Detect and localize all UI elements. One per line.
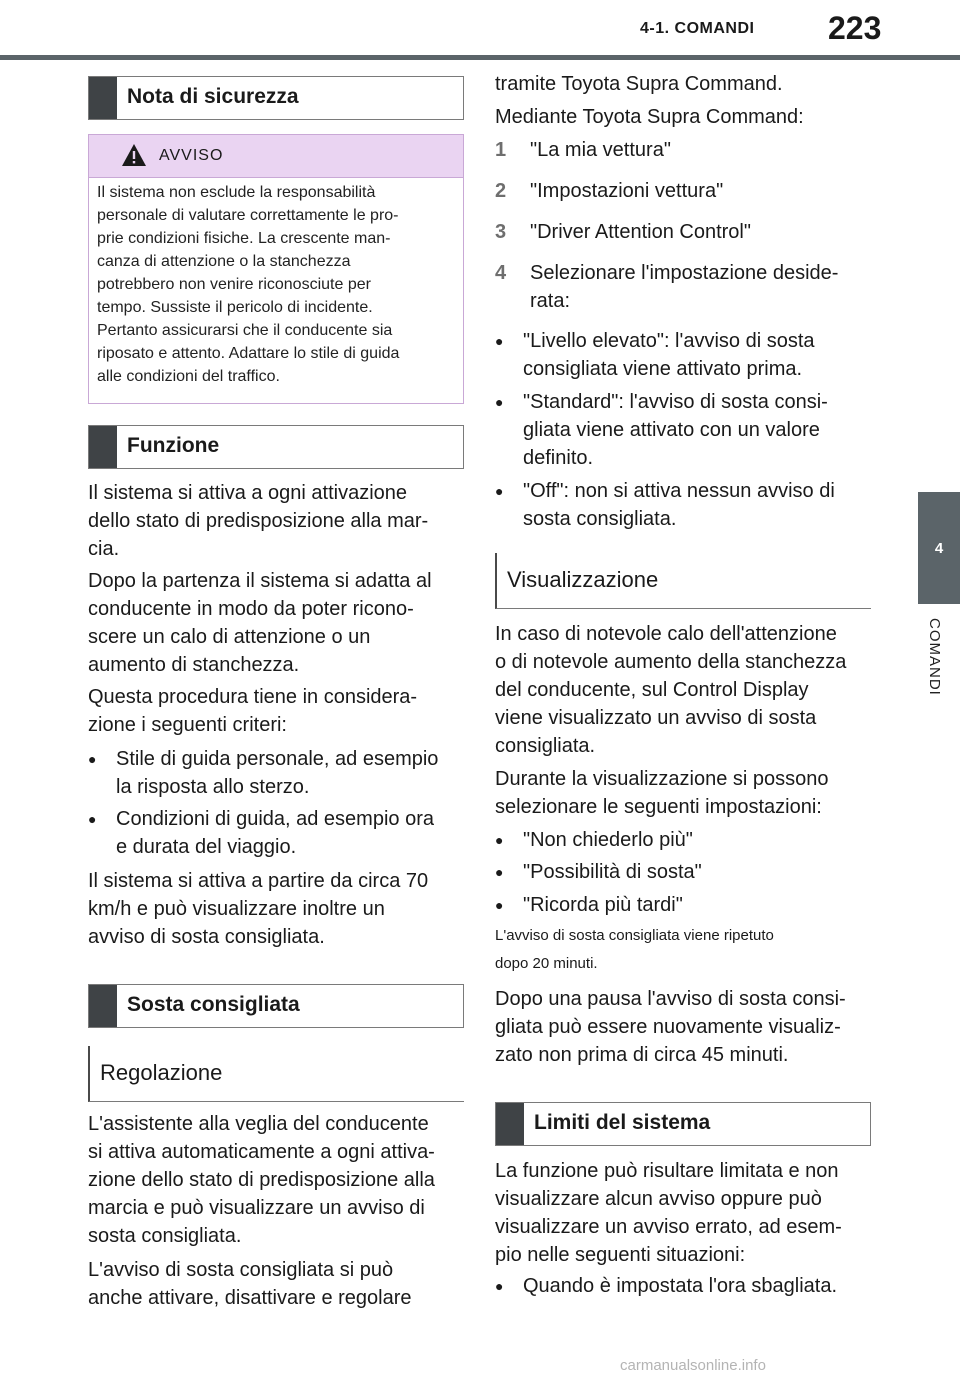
- paragraph: Il sistema si attiva a partire da circa 70 km/h e può visualizzare inoltre un avviso di sosta consigliata.: [88, 870, 429, 948]
- heading-system-limits: Limiti del sistema: [495, 1102, 871, 1146]
- list-item: ● "Standard": l'avviso di sosta consi- gliata viene attivato con un valore definito.: [495, 388, 828, 472]
- header-rule: [0, 55, 960, 60]
- heading-rest-suggestion: Sosta consigliata: [88, 984, 464, 1028]
- subheading-settings: Regolazione: [88, 1046, 464, 1102]
- list-item: ● Condizioni di guida, ad esempio ora e durata del viaggio.: [88, 805, 434, 861]
- chapter-tab-label: COMANDI: [926, 618, 943, 696]
- list-item: ● "Ricorda più tardi": [495, 891, 683, 919]
- paragraph: Dopo una pausa l'avviso di sosta consi- gliata può essere nuovamente visualiz- zato non prima di circa 45 minuti.: [495, 988, 846, 1066]
- list-item: ● "Non chiederlo più": [495, 826, 693, 854]
- paragraph: Dopo la partenza il sistema si adatta al conducente in modo da poter ricono- scere un calo di attenzione o un aumento di stanchezza.: [88, 570, 432, 676]
- list-item: ● Stile di guida personale, ad esempio la risposta allo sterzo.: [88, 745, 438, 801]
- note-text: L'avviso di sosta consigliata viene ripetuto dopo 20 minuti.: [495, 927, 774, 972]
- paragraph: L'avviso di sosta consigliata si può anche attivare, disattivare e regolare: [88, 1259, 412, 1309]
- footer-watermark[interactable]: carmanualsonline.info: [620, 1357, 766, 1374]
- warning-title: AVVISO: [159, 147, 224, 164]
- list-item: ● Quando è impostata l'ora sbagliata.: [495, 1272, 837, 1300]
- heading-safety-note: Nota di sicurezza: [88, 76, 464, 120]
- paragraph: Questa procedura tiene in considera- zione i seguenti criteri:: [88, 686, 418, 736]
- warning-triangle-icon: [121, 143, 147, 167]
- list-item: ● "Livello elevato": l'avviso di sosta consigliata viene attivato prima.: [495, 327, 815, 383]
- heading-function: Funzione: [88, 425, 464, 469]
- section-title: 4-1. COMANDI: [640, 20, 755, 37]
- paragraph: Il sistema si attiva a ogni attivazione dello stato di predisposizione alla mar- cia.: [88, 482, 429, 560]
- page-number: 223: [828, 10, 882, 46]
- warning-header: [89, 135, 463, 178]
- subheading-display: Visualizzazione: [495, 553, 871, 609]
- paragraph: L'assistente alla veglia del conducente si attiva automaticamente a ogni attiva- zione dello stato di predisposizione alla marcia e può visualizzare un avviso di sosta consigliata.: [88, 1113, 435, 1247]
- chapter-tab-number: 4: [934, 540, 944, 557]
- step-item: 3 "Driver Attention Control": [495, 221, 751, 243]
- warning-box: [88, 134, 464, 404]
- paragraph: Durante la visualizzazione si possono selezionare le seguenti impostazioni:: [495, 768, 829, 818]
- step-item: 4 Selezionare l'impostazione deside- rata:: [495, 262, 839, 312]
- paragraph: Mediante Toyota Supra Command:: [495, 106, 804, 128]
- step-item: 2 "Impostazioni vettura": [495, 180, 724, 202]
- list-item: ● "Possibilità di sosta": [495, 858, 702, 886]
- warning-text: Il sistema non esclude la responsabilità personale di valutare correttamente le pro- prie condizioni fisiche. La crescente man- canza di attenzione o la stanchezza potrebbero non venire riconosciute per tempo. Sussiste il pericolo di incidente. Pertanto assicurarsi che il conducente sia riposato e attento. Adattare lo stile di guida alle condizioni del traffico.: [97, 184, 400, 385]
- step-item: 1 "La mia vettura": [495, 139, 671, 161]
- paragraph: tramite Toyota Supra Command.: [495, 73, 783, 95]
- paragraph: La funzione può risultare limitata e non visualizzare alcun avviso oppure può visualizzare un avviso errato, ad esem- pio nelle seguenti situazioni:: [495, 1160, 842, 1266]
- paragraph: In caso di notevole calo dell'attenzione o di notevole aumento della stanchezza del conducente, sul Control Display viene visualizzato un avviso di sosta consigliata.: [495, 623, 847, 757]
- list-item: ● "Off": non si attiva nessun avviso di sosta consigliata.: [495, 477, 835, 533]
